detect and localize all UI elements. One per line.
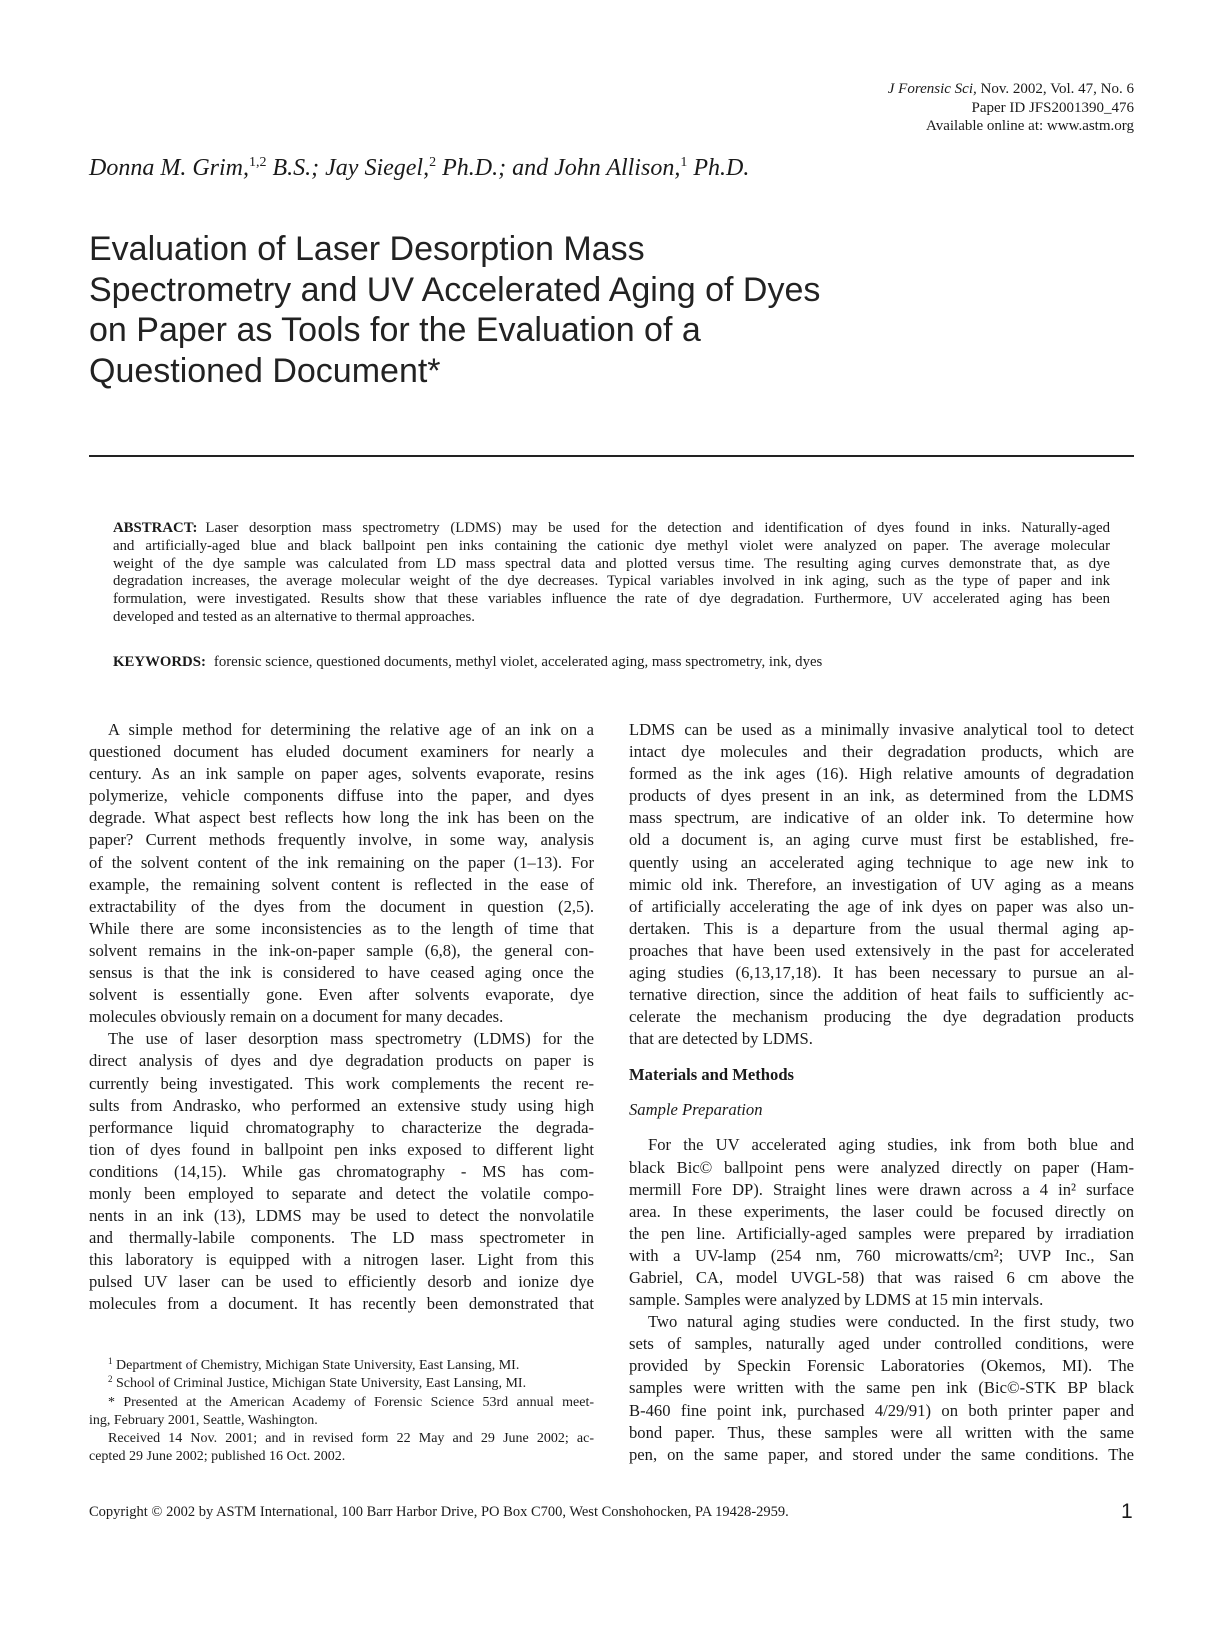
page-number: 1 bbox=[1121, 1500, 1133, 1523]
footnote-text: ing, February 2001, Seattle, Washington. bbox=[89, 1412, 318, 1428]
text-line: celerate the mechanism producing the dye degradation products bbox=[629, 1007, 1134, 1027]
paragraph bbox=[629, 1311, 1134, 1466]
text-line: samples were written with the same pen ink (Bic©-STK BP black bbox=[629, 1378, 1134, 1398]
availability: Available online at: www.astm.org bbox=[925, 118, 1134, 134]
text-line: old a document is, an aging curve must first be established, fre- bbox=[629, 830, 1134, 850]
text-line: monly been employed to separate and detect the volatile compo- bbox=[89, 1183, 594, 1203]
text-line: of artificially accelerating the age of ink dyes on paper was also un- bbox=[629, 896, 1134, 916]
journal-name: J Forensic Sci, bbox=[887, 81, 977, 97]
text-line: intact dye molecules and their degradation products, which are bbox=[629, 742, 1134, 762]
keywords-label: KEYWORDS: bbox=[113, 654, 206, 670]
paper-title bbox=[89, 229, 820, 391]
title-line: Evaluation of Laser Desorption Mass bbox=[89, 230, 645, 268]
right-column bbox=[629, 719, 1134, 1466]
abstract-line bbox=[113, 573, 1110, 591]
text-line: For the UV accelerated aging studies, ink from both blue and bbox=[648, 1135, 1134, 1155]
text-line: extractability of the dyes from the document in question (2,5). bbox=[89, 896, 594, 916]
text-line: proaches that have been used extensively in the past for accelerated bbox=[629, 940, 1134, 960]
text-line: with a UV-lamp (254 nm, 760 microwatts/cm²; UVP Inc., San bbox=[629, 1245, 1134, 1265]
text-line: mass spectrum, are indicative of an older ink. To determine how bbox=[629, 808, 1134, 828]
text-line: mimic old ink. Therefore, an investigation of UV aging as a means bbox=[629, 874, 1134, 894]
text-line: tion of dyes found in ballpoint pen inks exposed to different light bbox=[89, 1139, 594, 1159]
text-line: quently using an accelerated aging technique to age new ink to bbox=[629, 852, 1134, 872]
text-line: B-460 fine point ink, purchased 4/29/91) on both printer paper and bbox=[629, 1400, 1134, 1420]
text-line: direct analysis of dyes and dye degradation products on paper is bbox=[89, 1051, 594, 1071]
text-line: the pen line. Artificially-aged samples were prepared by irradiation bbox=[629, 1223, 1134, 1243]
author-degree: Ph.D.; and bbox=[436, 155, 555, 181]
author-degree: B.S.; bbox=[266, 155, 326, 181]
text-line: sample. Samples were analyzed by LDMS at 15 min intervals. bbox=[629, 1290, 1044, 1310]
text-line: area. In these experiments, the laser could be focused directly on bbox=[629, 1201, 1134, 1221]
text-line: polymerize, vehicle components diffuse into the paper, and dyes bbox=[89, 786, 594, 806]
text-line: performance liquid chromatography to characterize the degrada- bbox=[89, 1117, 594, 1137]
author-name: John Allison, bbox=[554, 155, 681, 181]
text-line: While there are some inconsistencies as to the length of time that bbox=[89, 918, 594, 938]
abstract-text: developed and tested as an alternative to thermal approaches. bbox=[113, 608, 475, 625]
footnote-line bbox=[89, 1448, 594, 1466]
left-column bbox=[89, 719, 594, 1316]
footnote-marker: 2 bbox=[108, 1374, 113, 1385]
footnote-line bbox=[89, 1430, 594, 1448]
text-line: ternative direction, since the addition of heat fails to sufficiently ac- bbox=[629, 985, 1134, 1005]
title-line: Spectrometry and UV Accelerated Aging of Dyes bbox=[89, 270, 821, 309]
footnote-text: Department of Chemistry, Michigan State University, East Lansing, MI. bbox=[116, 1358, 520, 1373]
abstract-text: Laser desorption mass spectrometry (LDMS) may be used for the detection and identification of dyes found in inks. Naturally-aged bbox=[205, 520, 1110, 536]
abstract-label: ABSTRACT: bbox=[113, 520, 198, 536]
text-line: paper? Current methods frequently involve, in some way, analysis bbox=[89, 830, 594, 850]
text-line: that are detected by LDMS. bbox=[629, 1029, 813, 1049]
abstract-line bbox=[113, 609, 1110, 627]
text-line: molecules from a document. It has recently been demonstrated that bbox=[89, 1294, 594, 1314]
footnote bbox=[89, 1394, 594, 1431]
section-heading: Materials and Methods bbox=[629, 1065, 795, 1085]
text-line: degrade. What aspect best reflects how long the ink has been on the bbox=[89, 808, 594, 828]
footnotes bbox=[89, 1357, 594, 1467]
title-divider bbox=[89, 455, 1134, 457]
text-line: LDMS can be used as a minimally invasive analytical tool to detect bbox=[629, 720, 1134, 739]
title-line: Questioned Document* bbox=[89, 351, 441, 390]
text-line: questioned document has eluded document examiners for nearly a bbox=[89, 742, 594, 762]
text-line: solvent is essentially gone. Even after solvents evaporate, dye bbox=[89, 985, 594, 1005]
text-line: A simple method for determining the relative age of an ink on a bbox=[108, 720, 594, 739]
title-line: on Paper as Tools for the Evaluation of a bbox=[89, 311, 701, 349]
abstract-line bbox=[113, 538, 1110, 556]
journal-issue: Nov. 2002, Vol. 47, No. 6 bbox=[976, 81, 1134, 97]
footnote-line bbox=[89, 1375, 594, 1393]
abstract-line bbox=[113, 520, 1110, 538]
text-line: currently being investigated. This work complements the recent re- bbox=[89, 1073, 594, 1093]
abstract-text: formulation, were investigated. Results show that these variables influence the rate of dye degradation. Furthermore, UV accelerated aging has been bbox=[113, 591, 1110, 608]
author-name: Donna M. Grim, bbox=[89, 155, 249, 181]
text-line: and thermally-labile components. The LD mass spectrometer in bbox=[89, 1228, 594, 1248]
text-line: pulsed UV laser can be used to efficiently desorb and ionize dye bbox=[89, 1272, 594, 1292]
paragraph bbox=[89, 719, 594, 1028]
footnote-line bbox=[89, 1394, 594, 1412]
abstract-line bbox=[113, 556, 1110, 574]
abstract-text: and artificially-aged blue and black ballpoint pen inks containing the cationic dye methyl violet were analyzed on paper. The average molecular bbox=[113, 537, 1110, 554]
author-list bbox=[89, 155, 749, 182]
footnote-text: * Presented at the American Academy of Forensic Science 53rd annual meet- bbox=[108, 1394, 594, 1410]
paper-id: Paper ID JFS2001390_476 bbox=[971, 99, 1134, 116]
text-line: century. As an ink sample on paper ages, solvents evaporate, resins bbox=[89, 764, 594, 784]
author-affiliation: 2 bbox=[429, 155, 437, 170]
text-line: formed as the ink ages (16). High relative amounts of degradation bbox=[629, 764, 1134, 784]
text-line: solvent remains in the ink-on-paper sample (6,8), the general con- bbox=[89, 940, 594, 960]
text-line: mermill Fore DP). Straight lines were drawn across a 4 in² surface bbox=[629, 1179, 1134, 1199]
footnote bbox=[89, 1430, 594, 1467]
text-line: this laboratory is equipped with a nitrogen laser. Light from this bbox=[89, 1250, 594, 1270]
text-line: black Bic© ballpoint pens were analyzed directly on paper (Ham- bbox=[629, 1157, 1134, 1177]
footnote-line bbox=[89, 1357, 594, 1375]
text-line: sults from Andrasko, who performed an extensive study using high bbox=[89, 1095, 594, 1115]
text-line: of the solvent content of the ink remaining on the paper (1–13). For bbox=[89, 852, 594, 872]
text-line: bond paper. Thus, these samples were all written with the same bbox=[629, 1422, 1134, 1442]
footnote bbox=[89, 1375, 594, 1393]
keywords-text: forensic science, questioned documents, methyl violet, accelerated aging, mass spectrometry, ink, dyes bbox=[213, 654, 823, 670]
copyright-footer: Copyright © 2002 by ASTM International, 100 Barr Harbor Drive, PO Box C700, West Conshohocken, PA 19428-2959. bbox=[89, 1504, 789, 1520]
text-line: Gabriel, CA, model UVGL-58) that was raised 6 cm above the bbox=[629, 1267, 1134, 1287]
author-affiliation: 1 bbox=[680, 155, 688, 170]
text-line: molecules obviously remain on a document for many decades. bbox=[89, 1007, 504, 1027]
journal-citation bbox=[888, 80, 1134, 136]
author-name: Jay Siegel, bbox=[325, 155, 430, 181]
author-affiliation: 1,2 bbox=[249, 155, 267, 170]
text-line: example, the remaining solvent content is reflected in the ease of bbox=[89, 874, 594, 894]
text-line: provided by Speckin Forensic Laboratories (Okemos, MI). The bbox=[629, 1356, 1134, 1376]
abstract-text: weight of the dye sample was calculated from LD mass spectral data and plotted versus time. The resulting aging curves demonstrate that, as dye bbox=[113, 555, 1110, 572]
footnote-text: Received 14 Nov. 2001; and in revised form 22 May and 29 June 2002; ac- bbox=[108, 1431, 594, 1447]
footnote-text: School of Criminal Justice, Michigan State University, East Lansing, MI. bbox=[116, 1376, 527, 1392]
paragraph bbox=[629, 719, 1134, 1050]
footnote-line bbox=[89, 1412, 594, 1430]
abstract bbox=[113, 520, 1110, 627]
paragraph bbox=[89, 1028, 594, 1315]
text-line: conditions (14,15). While gas chromatography - MS has com- bbox=[89, 1161, 594, 1181]
footnote-marker: 1 bbox=[108, 1356, 113, 1366]
text-line: aging studies (6,13,17,18). It has been necessary to pursue an al- bbox=[629, 963, 1134, 983]
text-line: Two natural aging studies were conducted. In the first study, two bbox=[648, 1312, 1134, 1332]
footnote bbox=[89, 1357, 594, 1375]
subsection-heading: Sample Preparation bbox=[629, 1100, 763, 1120]
text-line: nents in an ink (13), LDMS may be used to detect the nonvolatile bbox=[89, 1206, 594, 1226]
text-line: sensus is that the ink is considered to have ceased aging once the bbox=[89, 963, 594, 983]
abstract-line bbox=[113, 591, 1110, 609]
text-line: products of dyes present in an ink, as determined from the LDMS bbox=[629, 786, 1134, 806]
author-degree: Ph.D. bbox=[687, 155, 750, 181]
text-line: dertaken. This is a departure from the usual thermal aging ap- bbox=[629, 918, 1134, 938]
text-line: pen, on the same paper, and stored under the same conditions. The bbox=[629, 1444, 1134, 1464]
paragraph bbox=[629, 1134, 1134, 1311]
keywords bbox=[113, 654, 822, 671]
text-line: The use of laser desorption mass spectrometry (LDMS) for the bbox=[108, 1029, 594, 1049]
abstract-text: degradation increases, the average molecular weight of the dye decreases. Typical variables involved in ink aging, such as the type of paper and ink bbox=[113, 573, 1110, 590]
text-line: sets of samples, naturally aged under controlled conditions, were bbox=[629, 1334, 1134, 1354]
footnote-text: cepted 29 June 2002; published 16 Oct. 2002. bbox=[89, 1449, 346, 1465]
